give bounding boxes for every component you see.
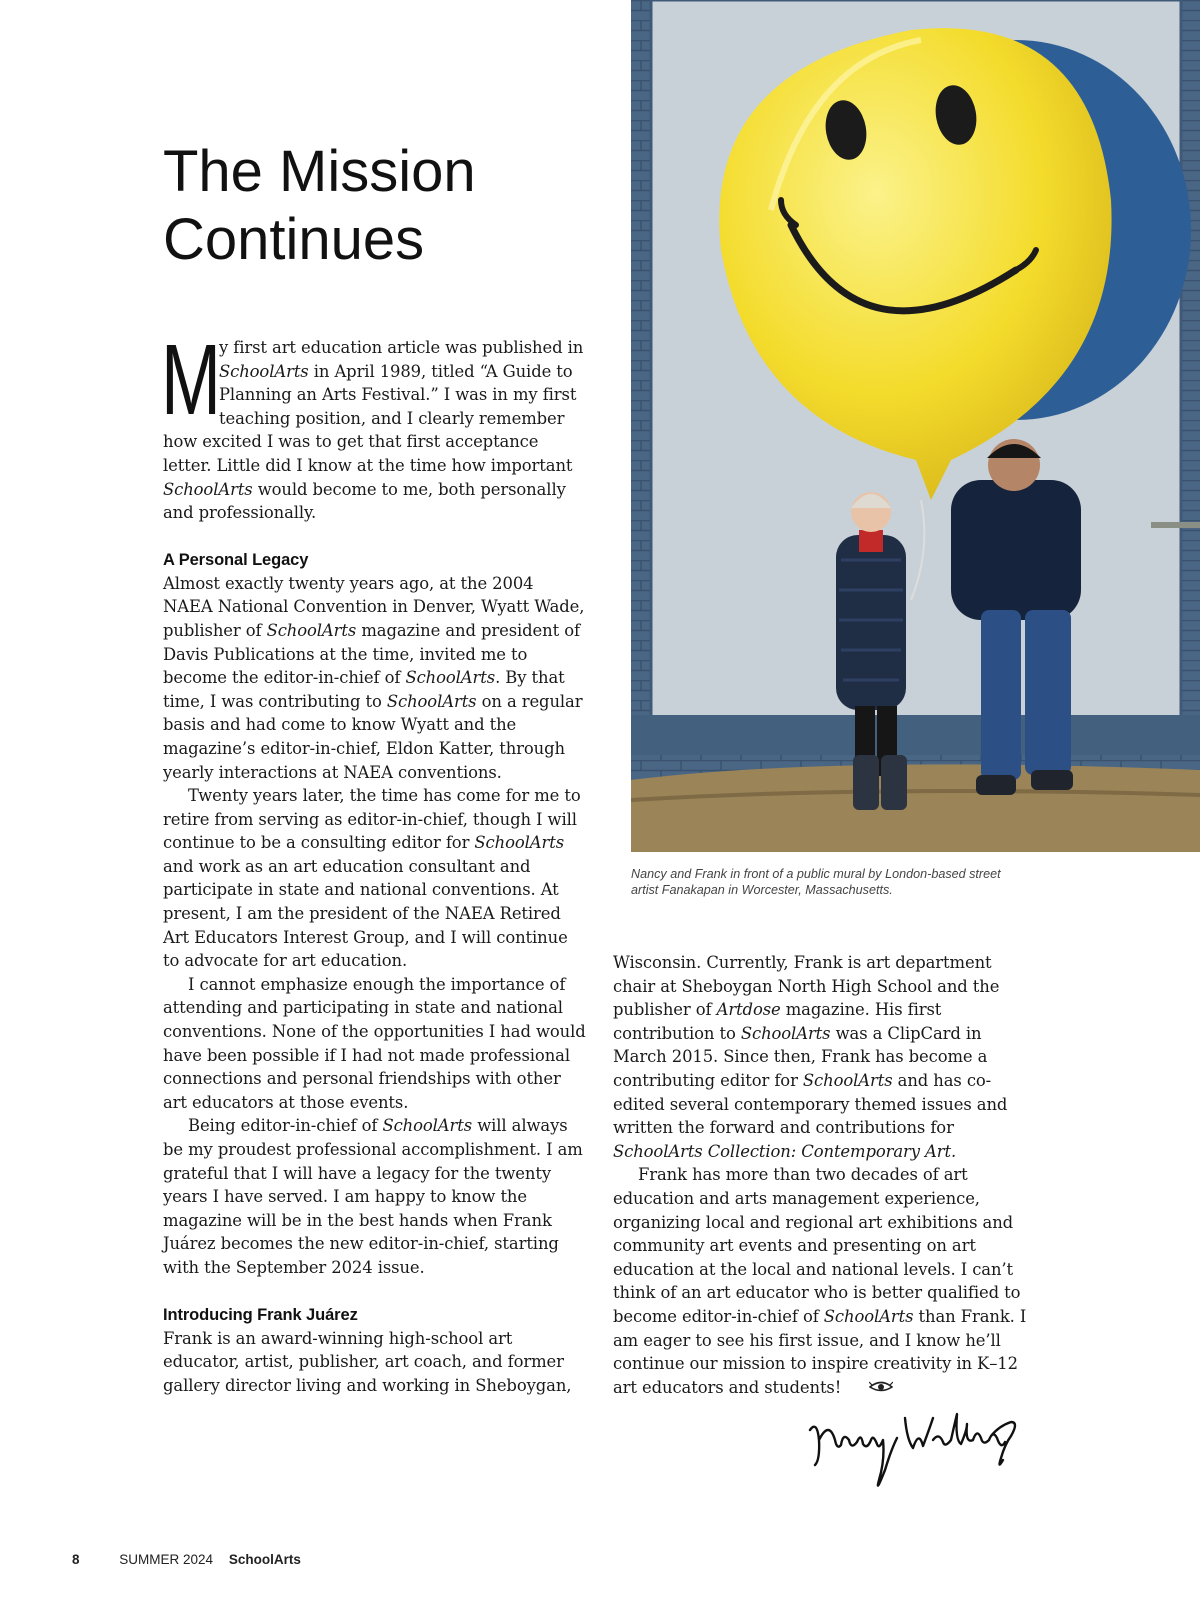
title-line-1: The Mission: [163, 139, 476, 204]
right-column: [613, 951, 1038, 1400]
magazine-name: SchoolArts: [228, 1552, 301, 1567]
signature: [805, 1410, 1045, 1504]
subhead-introducing-frank: Introducing Frank Juárez: [163, 1305, 358, 1324]
page-footer: [72, 1552, 301, 1567]
body-paragraph: Frank has more than two decades of art education and arts management experience, organizing local and regional art exhibitions and community art events and presenting on art education at the local and national levels. I can’t think of an art educator who is better qualified to become editor-in-chief of SchoolArts than Frank. I am eager to see his first issue, and I know he’ll continue our mission to inspire creativity in K–12 art educators and students!: [613, 1163, 1038, 1400]
subhead-personal-legacy: A Personal Legacy: [163, 550, 309, 569]
drop-cap: M: [161, 324, 221, 436]
body-paragraph: Being editor-in-chief of SchoolArts will always be my proudest professional accomplishment. I am grateful that I will have a legacy for the twenty years I have served. I am happy to know the magazine will be in the best hands when Frank Juárez becomes the new editor-in-chief, starting with the September 2024 issue.: [163, 1116, 583, 1277]
issue-date: SUMMER 2024: [119, 1552, 214, 1567]
body-paragraph: Almost exactly twenty years ago, at the 2004 NAEA National Convention in Denver, Wyatt Wade, publisher of SchoolArts magazine and president of Davis Publications at the time, invited me to become the editor-in-chief of SchoolArts. By that time, I was contributing to SchoolArts on a regular basis and had come to know Wyatt and the magazine’s editor-in-chief, Eldon Katter, through yearly interactions at NAEA conventions.: [163, 573, 585, 782]
eye-icon: [844, 1376, 893, 1400]
intro-paragraph: M y first art education article was published in SchoolArts in April 1989, titled “A Guide to Planning an Arts Festival.” I was in my first teaching position, and I clearly remember how excited I was to get that first acceptance letter. Little did I know at the time how important SchoolArts would become to me, both personally and professionally.: [161, 324, 584, 523]
mural-photo: [631, 0, 1200, 852]
title-line-2: Continues: [163, 207, 425, 272]
body-paragraph: Wisconsin. Currently, Frank is art department chair at Sheboygan North High School and the publisher of Artdose magazine. His first contribution to SchoolArts was a ClipCard in March 2015. Since then, Frank has become a contributing editor for SchoolArts and has co-edited several contemporary themed issues and written the forward and contributions for SchoolArts Collection: Contemporary Art.: [613, 953, 1008, 1161]
body-paragraph: Frank is an award-winning high-school art educator, artist, publisher, art coach, and former gallery director living and working in Sheboygan,: [163, 1328, 572, 1395]
photo-caption: Nancy and Frank in front of a public mural by London-based street artist Fanakapan in Worcester, Massachusetts.: [631, 867, 1001, 897]
body-paragraph: Twenty years later, the time has come for me to retire from serving as editor-in-chief, though I will continue to be a consulting editor for SchoolArts and work as an art education consultant and participate in state and national conventions. At present, I am the president of the NAEA Retired Art Educators Interest Group, and I will continue to advocate for art education.: [163, 786, 581, 971]
body-paragraph: I cannot emphasize enough the importance of attending and participating in state and national conventions. None of the opportunities I had would have been possible if I had not made professional connections and personal friendships with other art educators at those events.: [163, 974, 586, 1112]
left-column: [161, 324, 588, 1397]
page-number: 8: [72, 1552, 80, 1567]
article-title: [163, 138, 603, 274]
